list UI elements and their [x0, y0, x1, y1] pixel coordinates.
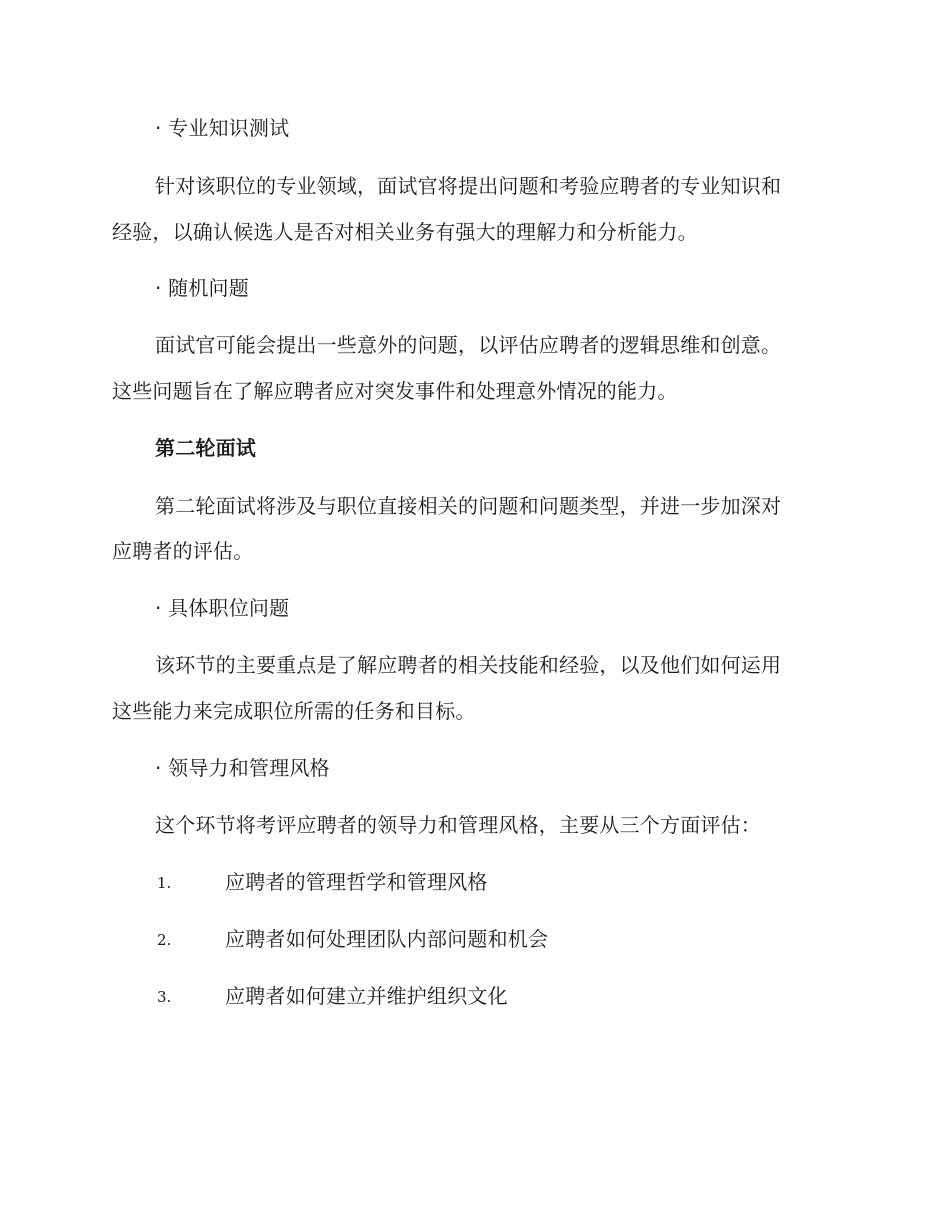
section-heading-second-round: 第二轮面试: [155, 436, 256, 460]
paragraph-position-line-2: 这些能力来完成职位所需的任务和目标。: [112, 699, 476, 723]
bullet-random-questions: · 随机问题: [155, 276, 249, 300]
list-text: 应聘者的管理哲学和管理风格: [225, 870, 488, 894]
paragraph-professional-line-2: 经验，以确认候选人是否对相关业务有强大的理解力和分析能力。: [112, 220, 698, 244]
list-number: 1.: [157, 874, 172, 892]
list-text: 应聘者如何建立并维护组织文化: [225, 984, 508, 1008]
list-number: 2.: [157, 931, 172, 949]
paragraph-leadership-line-1: 这个环节将考评应聘者的领导力和管理风格，主要从三个方面评估：: [155, 813, 761, 837]
paragraph-second-round-line-2: 应聘者的评估。: [112, 539, 254, 563]
bullet-specific-position-questions: · 具体职位问题: [155, 596, 290, 620]
paragraph-position-line-1: 该环节的主要重点是了解应聘者的相关技能和经验，以及他们如何运用: [155, 653, 782, 677]
list-number: 3.: [157, 988, 172, 1006]
paragraph-professional-line-1: 针对该职位的专业领域，面试官将提出问题和考验应聘者的专业知识和: [155, 174, 782, 198]
bullet-professional-knowledge-test: · 专业知识测试: [155, 116, 290, 140]
paragraph-second-round-line-1: 第二轮面试将涉及与职位直接相关的问题和问题类型，并进一步加深对: [155, 494, 782, 518]
list-text: 应聘者如何处理团队内部问题和机会: [225, 927, 549, 951]
bullet-leadership-management-style: · 领导力和管理风格: [155, 756, 330, 780]
paragraph-random-line-1: 面试官可能会提出一些意外的问题，以评估应聘者的逻辑思维和创意。: [155, 333, 782, 357]
paragraph-random-line-2: 这些问题旨在了解应聘者应对突发事件和处理意外情况的能力。: [112, 379, 678, 403]
